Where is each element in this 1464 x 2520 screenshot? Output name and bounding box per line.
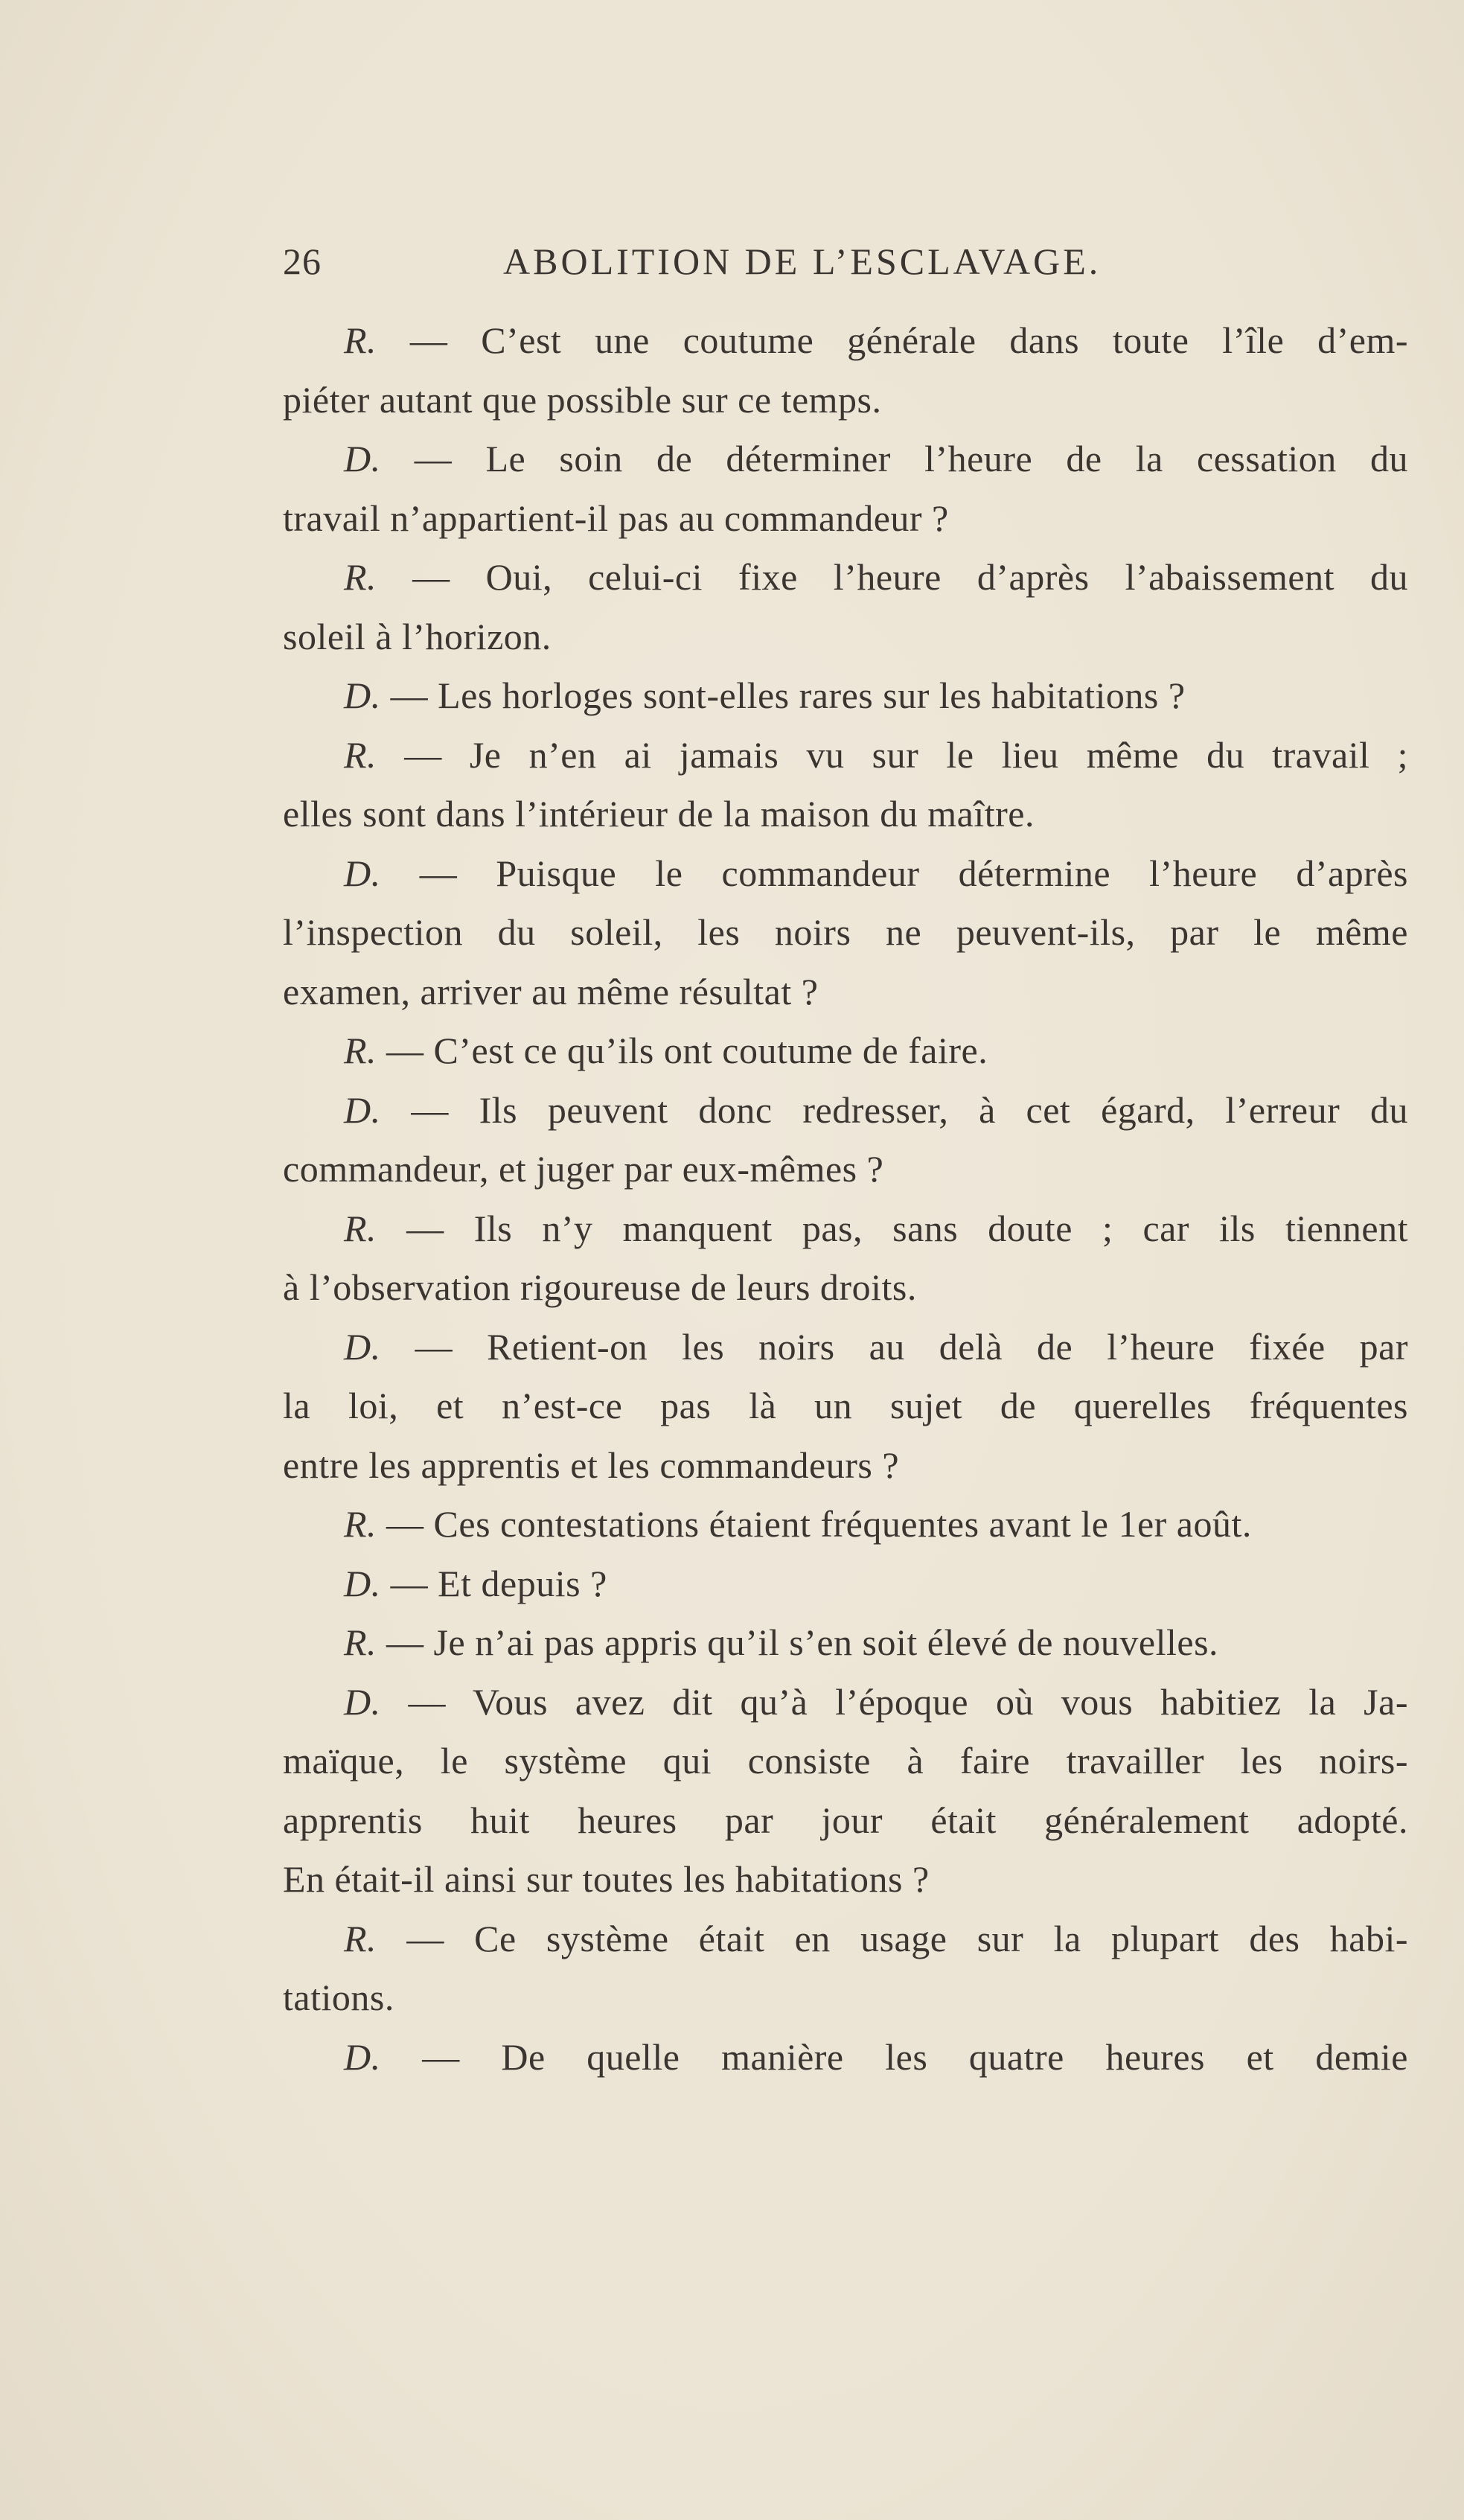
question-marker: D. — [344, 1562, 381, 1604]
line-text: C’est une coutume générale dans toute l’île d’em- — [481, 319, 1408, 361]
em-dash: — — [380, 1088, 479, 1131]
text-line — [283, 1199, 1408, 1259]
line-text: à l’observation rigoureuse de leurs droits. — [283, 1266, 917, 1308]
running-title: ABOLITION DE L’ESCLAVAGE. — [503, 240, 1102, 282]
line-text: piéter autant que possible sur ce temps. — [283, 378, 882, 421]
page-number: 26 — [283, 240, 322, 282]
text-line — [283, 311, 1408, 371]
text-line — [283, 548, 1408, 607]
question-marker: D. — [344, 1088, 381, 1131]
line-text: Ce système était en usage sur la plupart des habi- — [474, 1917, 1409, 1959]
line-text: Ils n’y manquent pas, sans doute ; car ils tiennent — [473, 1207, 1409, 1249]
text-line — [283, 785, 1408, 844]
line-text: Vous avez dit qu’à l’époque où vous habitiez la Ja- — [472, 1680, 1408, 1723]
em-dash: — — [380, 674, 438, 716]
line-text: Ces contestations étaient fréquentes avant le 1er août. — [433, 1503, 1252, 1545]
text-line — [283, 1850, 1408, 1910]
text-line — [283, 1732, 1408, 1791]
line-text: soleil à l’horizon. — [283, 615, 552, 657]
em-dash: — — [377, 556, 486, 598]
text-line — [283, 1495, 1408, 1554]
question-marker: D. — [344, 438, 381, 479]
question-marker: D. — [344, 852, 381, 894]
answer-marker: R. — [344, 556, 377, 598]
line-text: elles sont dans l’intérieur de la maison du maître. — [283, 793, 1035, 835]
question-marker: D. — [344, 1680, 381, 1723]
line-text: travail n’appartient-il pas au commandeur ? — [283, 497, 949, 539]
line-text: commandeur, et juger par eux-mêmes ? — [283, 1148, 884, 1190]
text-line — [283, 430, 1408, 489]
answer-marker: R. — [344, 1207, 377, 1249]
line-text: Je n’en ai jamais vu sur le lieu même du travail ; — [469, 733, 1408, 776]
em-dash: — — [380, 852, 496, 894]
text-line — [283, 1791, 1408, 1851]
text-line — [283, 1140, 1408, 1199]
em-dash: — — [380, 2035, 502, 2078]
em-dash: — — [380, 438, 486, 479]
em-dash: — — [377, 733, 470, 776]
line-text: apprentis huit heures par jour était généralement adopté. — [283, 1799, 1408, 1841]
line-text: tations. — [283, 1977, 394, 2018]
text-line — [283, 1081, 1408, 1141]
text-line — [283, 1910, 1408, 1969]
text-line — [283, 2028, 1408, 2087]
text-line — [283, 1613, 1408, 1673]
question-marker: D. — [344, 1325, 381, 1368]
line-text: Et depuis ? — [438, 1562, 607, 1604]
line-text: En était-il ainsi sur toutes les habitations ? — [283, 1858, 930, 1900]
line-text: Les horloges sont-elles rares sur les habitations ? — [438, 674, 1186, 716]
text-line — [283, 903, 1408, 963]
answer-marker: R. — [344, 319, 377, 361]
text-line — [283, 1968, 1408, 2028]
text-line — [283, 489, 1408, 549]
line-text: l’inspection du soleil, les noirs ne peuvent-ils, par le même — [283, 911, 1408, 953]
line-text: Puisque le commandeur détermine l’heure d’après — [496, 852, 1408, 894]
line-text: Je n’ai pas appris qu’il s’en soit élevé de nouvelles. — [433, 1621, 1219, 1663]
answer-marker: R. — [344, 1030, 377, 1071]
line-text: Le soin de déterminer l’heure de la cessation du — [485, 438, 1408, 479]
text-line — [283, 1377, 1408, 1436]
em-dash: — — [380, 1325, 488, 1368]
em-dash: — — [380, 1680, 473, 1723]
line-text: Ils peuvent donc redresser, à cet égard, l’erreur du — [479, 1088, 1409, 1131]
line-text: la loi, et n’est-ce pas là un sujet de querelles fréquentes — [283, 1385, 1408, 1426]
text-line — [283, 1021, 1408, 1081]
text-line — [283, 1318, 1408, 1377]
em-dash: — — [380, 1562, 438, 1604]
line-text: Retient-on les noirs au delà de l’heure fixée par — [487, 1325, 1409, 1368]
em-dash: — — [377, 319, 482, 361]
question-marker: D. — [344, 674, 381, 716]
em-dash: — — [377, 1030, 434, 1071]
line-text: maïque, le système qui consiste à faire travailler les noirs- — [283, 1740, 1408, 1781]
line-text: De quelle manière les quatre heures et demie — [501, 2035, 1408, 2078]
text-line — [283, 844, 1408, 904]
text-line — [283, 1673, 1408, 1732]
text-line — [283, 1258, 1408, 1318]
question-marker: D. — [344, 2035, 381, 2078]
text-line — [283, 726, 1408, 785]
em-dash: — — [377, 1503, 434, 1545]
text-line — [283, 371, 1408, 430]
answer-marker: R. — [344, 1503, 377, 1545]
line-text: Oui, celui-ci fixe l’heure d’après l’abaissement du — [485, 556, 1408, 598]
em-dash: — — [377, 1621, 434, 1663]
answer-marker: R. — [344, 1621, 377, 1663]
text-line — [283, 1554, 1408, 1614]
text-line — [283, 1436, 1408, 1496]
page-header — [283, 240, 1265, 299]
line-text: C’est ce qu’ils ont coutume de faire. — [433, 1030, 988, 1071]
em-dash: — — [377, 1207, 474, 1249]
em-dash: — — [377, 1917, 475, 1959]
line-text: entre les apprentis et les commandeurs ? — [283, 1444, 900, 1486]
answer-marker: R. — [344, 1917, 377, 1959]
text-line — [283, 963, 1408, 1022]
answer-marker: R. — [344, 733, 377, 776]
page-body-text — [283, 311, 1408, 2087]
text-line — [283, 607, 1408, 667]
line-text: examen, arriver au même résultat ? — [283, 970, 819, 1012]
text-line — [283, 666, 1408, 726]
